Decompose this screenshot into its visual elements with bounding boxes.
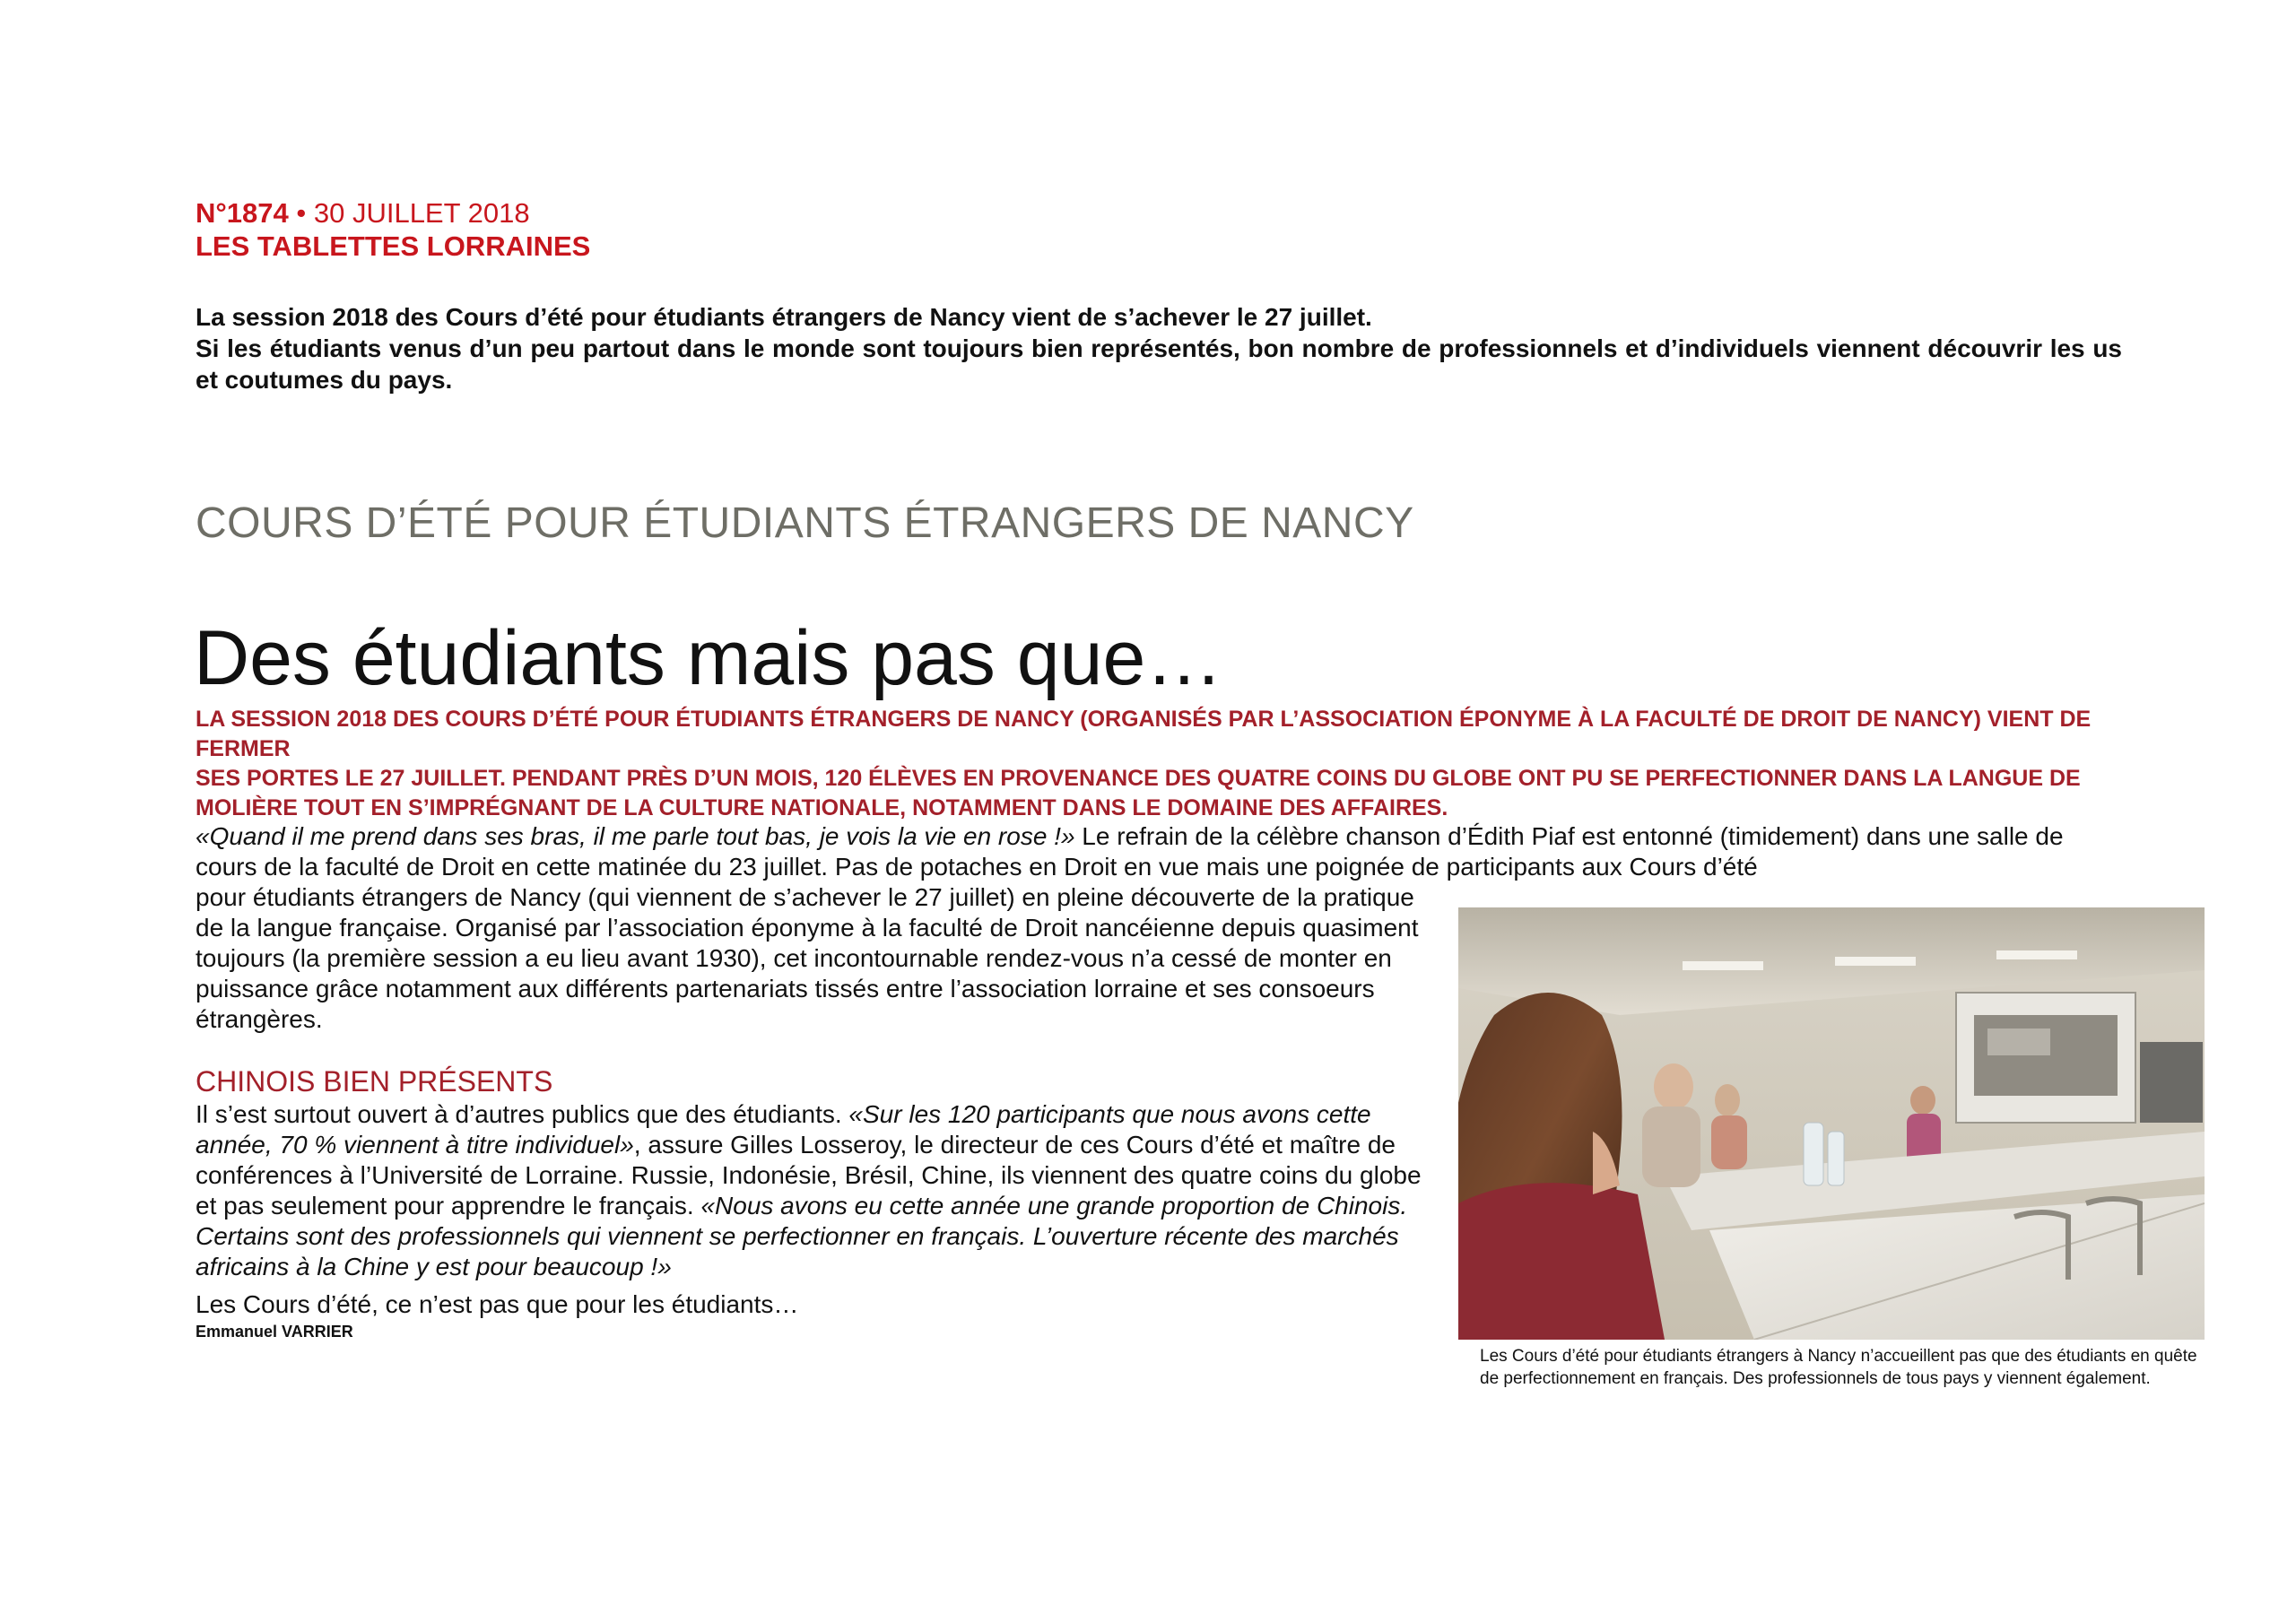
body-paragraph-3: Les Cours d’été, ce n’est pas que pour les étudiants…: [196, 1290, 799, 1318]
lead-paragraph: [196, 821, 2124, 882]
article-headline: Des étudiants mais pas que…: [194, 615, 1223, 701]
lead-quote: «Quand il me prend dans ses bras, il me parle tout bas, je vois la vie en rose !»: [196, 822, 1075, 850]
issue-separator: •: [296, 197, 307, 229]
photo-caption: Les Cours d’été pour étudiants étrangers à Nancy n’accueillent pas que des étudiants en quête de perfectionnement en français. Des professionnels de tous pays y viennent également.: [1480, 1347, 2197, 1388]
body-paragraph-2: [196, 1099, 1442, 1282]
chapeau-part-2: SES PORTES LE 27 JUILLET. PENDANT PRÈS D’UN MOIS, 120 ÉLÈVES EN PROVENANCE DES QUATRE COINS DU GLOBE ONT PU SE PERFECTIONNER DANS LA LANGUE DE MOLIÈRE TOUT EN S’IMPRÉGNANT DE LA CULTURE NATIONALE, NOTAMMENT DANS LE DOMAINE DES AFFAIRES.: [196, 766, 2081, 820]
para2-quote-1: «Sur les 120 participants que nous avons cette année, 70 % viennent à titre individuel»: [196, 1100, 1371, 1159]
lead-text: Le refrain de la célèbre chanson d’Édith Piaf est entonné (timidement) dans une salle de cours de la faculté de Droit en cette matinée du 23 juillet. Pas de potaches en Droit en vue mais une poignée de participants aux Cours d’été: [196, 822, 2064, 881]
chapeau-part-1: LA SESSION 2018 DES COURS D’ÉTÉ POUR ÉTUDIANTS ÉTRANGERS DE NANCY (ORGANISÉS PAR L’ASSOCIATION ÉPONYME À LA FACULTÉ DE DROIT DE NANCY) VIENT DE FERMER: [196, 707, 2092, 761]
intro-line-1: La session 2018 des Cours d’été pour étudiants étrangers de Nancy vient de s’achever le 27 juillet.: [196, 303, 1372, 331]
para2-text-b: , assure Gilles Losseroy, le directeur de ces Cours d’été et maître de conférences à l’Université de Lorraine. Russie, Indonésie, Brésil, Chine, ils viennent des quatre coins du globe et pas seulement pour apprendre le français.: [196, 1131, 1422, 1219]
intro-summary: [196, 301, 2122, 395]
issue-date: 30 JUILLET 2018: [313, 197, 530, 229]
body-paragraph-1: pour étudiants étrangers de Nancy (qui viennent de s’achever le 27 juillet) en pleine découverte de la pratique de la langue française. Organisé par l’association éponyme à la faculté de Droit nancéienne depuis quasiment toujours (la première session a eu lieu avant 1930), cet incontournable rendez-vous n’a cessé de monter en puissance grâce notamment aux différents partenariats tissés entre l’association lorraine et ses consoeurs étrangères.: [196, 883, 1419, 1033]
issue-number: N°1874: [196, 197, 289, 229]
article-chapeau: [196, 705, 2124, 823]
para2-text-a: Il s’est surtout ouvert à d’autres publics que des étudiants.: [196, 1100, 849, 1128]
intro-line-2: Si les étudiants venus d’un peu partout dans le monde sont toujours bien représentés, bon nombre de professionnels et d’individuels viennent découvrir les us et coutumes du pays.: [196, 334, 2122, 394]
para2-quote-2: «Nous avons eu cette année une grande proportion de Chinois. Certains sont des professionnels qui viennent se perfectionner en français. L’ouverture récente des marchés africains à la Chine y est pour beaucoup !»: [196, 1192, 1408, 1280]
section-title: COURS D’ÉTÉ POUR ÉTUDIANTS ÉTRANGERS DE NANCY: [196, 499, 1414, 547]
issue-line: [196, 197, 530, 230]
author-byline: Emmanuel VARRIER: [196, 1323, 353, 1341]
article-subhead: CHINOIS BIEN PRÉSENTS: [196, 1065, 553, 1098]
journal-name: LES TABLETTES LORRAINES: [196, 230, 591, 262]
classroom-photo: [1458, 907, 2205, 1340]
